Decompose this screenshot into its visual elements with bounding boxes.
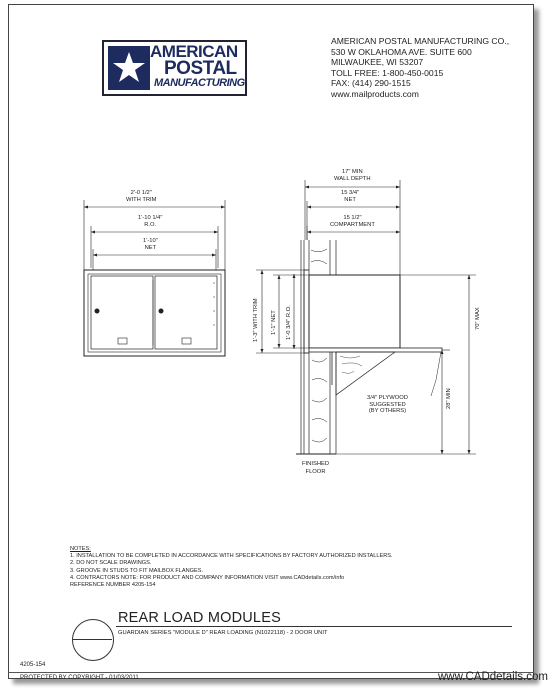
plywood-shelf [309, 348, 442, 395]
lock-icon [95, 309, 100, 314]
min-height: 28" MIN [446, 388, 452, 409]
front-width-ro: 1'-10 1/4" R.O. [138, 215, 163, 228]
note-item: 1. INSTALLATION TO BE COMPLETED IN ACCORDANCE WITH SPECIFICATIONS BY FACTORY AUTHORIZED INSTALLERS. [70, 553, 393, 560]
height-ro: 1'-0 3/4" R.O. [286, 305, 292, 340]
height-with-trim: 1'-3" WITH TRIM [253, 298, 259, 342]
mailbox-front-view [84, 270, 225, 356]
company-address1: 530 W OKLAHOMA AVE. SUITE 600 [331, 46, 472, 57]
notes-block [70, 546, 393, 589]
title-circle-divider [72, 639, 112, 640]
mailbox-side-view [304, 270, 400, 353]
max-height: 70" MAX [475, 307, 481, 330]
company-toll-free: TOLL FREE: 1-800-450-0015 [331, 67, 444, 78]
lock-icon [159, 309, 164, 314]
title-circle-symbol [72, 619, 114, 661]
logo-text-line2: POSTAL [164, 58, 237, 79]
plywood-note: 3/4" PLYWOOD SUGGESTED (BY OTHERS) [367, 395, 408, 414]
note-item: 4. CONTRACTORS NOTE: FOR PRODUCT AND COMPANY INFORMATION VISIT www.CADdetails.com/info [70, 574, 345, 581]
company-fax: FAX: (414) 290-1515 [331, 78, 411, 89]
side-net-depth: 15 3/4" NET [341, 190, 360, 203]
logo-text-line1: AMERICAN [150, 42, 238, 61]
side-wall-depth: 17" MIN WALL DEPTH [334, 169, 371, 182]
note-item: 2. DO NOT SCALE DRAWINGS. [70, 560, 152, 567]
sheet-number: 4205-154 [20, 662, 46, 668]
company-website[interactable]: www.mailproducts.com [331, 88, 419, 99]
company-address2: MILWAUKEE, WI 53207 [331, 57, 424, 68]
front-width-net: 1'-10" NET [143, 238, 158, 251]
side-compartment-depth: 15 1/2" COMPARTMENT [330, 215, 375, 228]
company-name: AMERICAN POSTAL MANUFACTURING CO., [331, 36, 510, 46]
finished-floor-label: FINISHED FLOOR [302, 461, 330, 475]
logo-text-line3: MANUFACTURING [154, 77, 245, 89]
notes-heading: NOTES: [70, 546, 91, 552]
front-width-with-trim: 2'-0 1/2" WITH TRIM [126, 190, 157, 203]
note-item: 3. GROOVE IN STUDS TO FIT MAILBOX FLANGES. [70, 567, 204, 574]
title-rule [116, 626, 512, 627]
caddetails-link[interactable]: www.CADdetails.com [438, 671, 548, 683]
copyright-text: PROTECTED BY COPYRIGHT - 01/03/2011 [20, 675, 139, 681]
drawing-subtitle: GUARDIAN SERIES "MODULE D" REAR LOADING (N1022118) - 2 DOOR UNIT [118, 630, 328, 636]
drawing-title: REAR LOAD MODULES [118, 610, 281, 626]
note-item: REFERENCE NUMBER 4205-154 [70, 582, 156, 589]
height-net: 1'-1" NET [271, 310, 277, 335]
